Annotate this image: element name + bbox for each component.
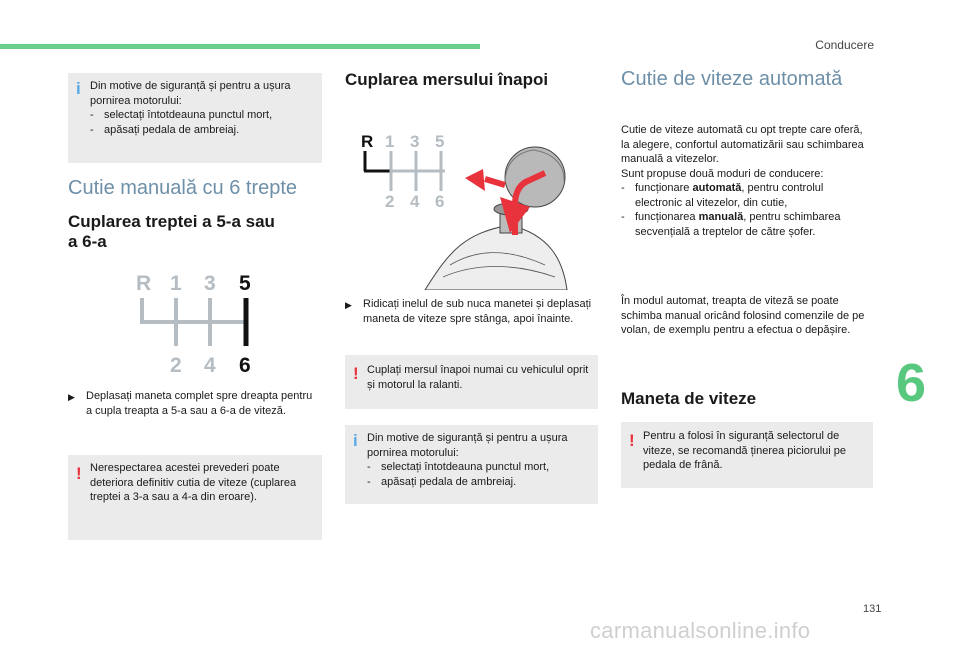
warning-box-text: Pentru a folosi în siguranță selectorul de viteze, se recomandă ținerea piciorului pe pedala de frână.: [643, 430, 847, 471]
gear-label-5: 5: [435, 132, 445, 151]
gear-label-1: 1: [170, 272, 182, 295]
info-box-item: apăsați pedala de ambreiaj.: [381, 475, 517, 488]
heading-reverse-gear: Cuplarea mersului înapoi: [345, 70, 549, 89]
gear-label-2: 2: [385, 192, 395, 211]
gear-label-r: R: [136, 272, 152, 295]
automatic-mode-text: În modul automat, treapta de viteză se poate schimba manual oricând folosind comenzile de pe volan, de exemplu pentru a efectua o depășire.: [621, 295, 865, 336]
warning-icon: !: [353, 364, 359, 383]
info-box-item: selectați întotdeauna punctul mort,: [104, 109, 273, 121]
heading-automatic-gearbox: Cutie de viteze automată: [621, 68, 843, 90]
info-box-safety-left: i Din motive de siguranță și pentru a ușura pornirea motorului: - selectați întotdeauna punctul mort, - apăsați pedala de ambreiaj.: [68, 73, 322, 163]
warning-box-text: Cuplați mersul înapoi numai cu vehiculul oprit și motorul la ralanti.: [367, 364, 589, 391]
gear-diagram-5th-6th: [130, 268, 265, 378]
header-accent-bar: [0, 44, 480, 49]
subheading-gear-lever: Maneta de viteze: [621, 389, 757, 408]
pointer-icon: ▶: [68, 392, 75, 402]
warning-box-brake: [621, 422, 873, 488]
instruction-reverse: ▶ Ridicați inelul de sub nuca manetei și deplasați maneta de viteze spre stânga, apoi înainte.: [345, 298, 592, 325]
gear-label-4: 4: [204, 354, 216, 377]
gear-label-r: R: [361, 132, 374, 151]
warning-box-gearbox-damage: [68, 455, 322, 540]
heading-manual-gearbox: Cutie manuală cu 6 trepte: [68, 177, 298, 199]
warning-box-text: Nerespectarea acestei prevederi poate deteriora definitiv cutia de viteze (cuplarea treptei a 3-a sau a 4-a din eroare).: [90, 462, 297, 503]
subheading-5th-6th-gear: Cuplarea treptei a 5-a sau a 6-a: [68, 212, 275, 251]
gear-label-3: 3: [204, 272, 216, 295]
gear-label-3: 3: [410, 132, 420, 151]
gear-label-5: 5: [239, 272, 251, 295]
gear-label-1: 1: [385, 132, 395, 151]
gear-label-4: 4: [410, 192, 420, 211]
page-number: 131: [863, 603, 882, 615]
section-title: Conducere: [815, 38, 874, 52]
info-box-text: Din motive de siguranță și pentru a ușura pornirea motorului:: [367, 432, 568, 459]
info-box-item: apăsați pedala de ambreiaj.: [104, 123, 240, 136]
info-box-text: Din motive de siguranță și pentru a ușura pornirea motorului:: [90, 80, 291, 107]
reverse-gear-illustration: [355, 125, 570, 290]
pointer-icon: ▶: [345, 300, 352, 310]
info-box-safety-middle: i Din motive de siguranță și pentru a ușura pornirea motorului: - selectați întotdeauna punctul mort, - apăsați pedala de ambreiaj.: [345, 425, 598, 504]
info-box-item: selectați întotdeauna punctul mort,: [381, 461, 550, 473]
chapter-number: 6: [896, 353, 927, 413]
gear-label-6: 6: [239, 354, 251, 377]
info-icon: i: [353, 431, 358, 450]
instruction-5th-6th: ▶ Deplasați maneta complet spre dreapta pentru a cupla treapta a 5-a sau a 6-a de viteză.: [68, 390, 313, 417]
automatic-gearbox-intro: Cutie de viteze automată cu opt trepte care oferă, la alegere, confortul automatizării sau schimbarea manuală a vitezelor. Sunt propuse două moduri de conducere: - funcționare automată, pentru controlul electronic al vitezelor, din cutie, - funcționarea manuală, pentru schimbarea secvențială a treptelor de către șofer.: [621, 124, 864, 238]
info-icon: i: [76, 79, 81, 98]
gear-label-6: 6: [435, 192, 445, 211]
warning-icon: !: [629, 431, 635, 450]
warning-icon: !: [76, 464, 82, 483]
gear-label-2: 2: [170, 354, 182, 377]
watermark: carmanualsonline.info: [590, 618, 811, 643]
warning-box-reverse: [345, 355, 598, 409]
